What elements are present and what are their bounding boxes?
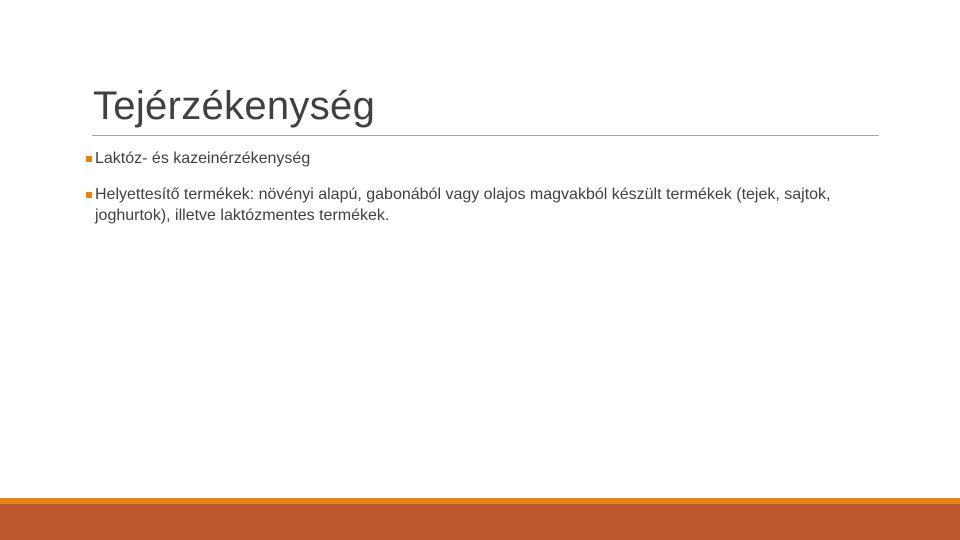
bullet-item <box>86 148 876 169</box>
bullet-item <box>86 184 876 226</box>
title-divider <box>92 135 879 136</box>
square-bullet-icon <box>86 192 92 198</box>
square-bullet-icon <box>86 156 92 162</box>
bullet-text: Laktóz- és kazeinérzékenység <box>95 150 311 167</box>
bullet-text: Helyettesítő termékek: növényi alapú, gabonából vagy olajos magvakból készült termékek (tejek, sajtok, joghurtok), illetve laktózmentes termékek. <box>95 186 831 224</box>
bullet-list <box>86 148 876 241</box>
footer-bar <box>0 504 960 540</box>
slide-title: Tejérzékenység <box>93 84 376 128</box>
